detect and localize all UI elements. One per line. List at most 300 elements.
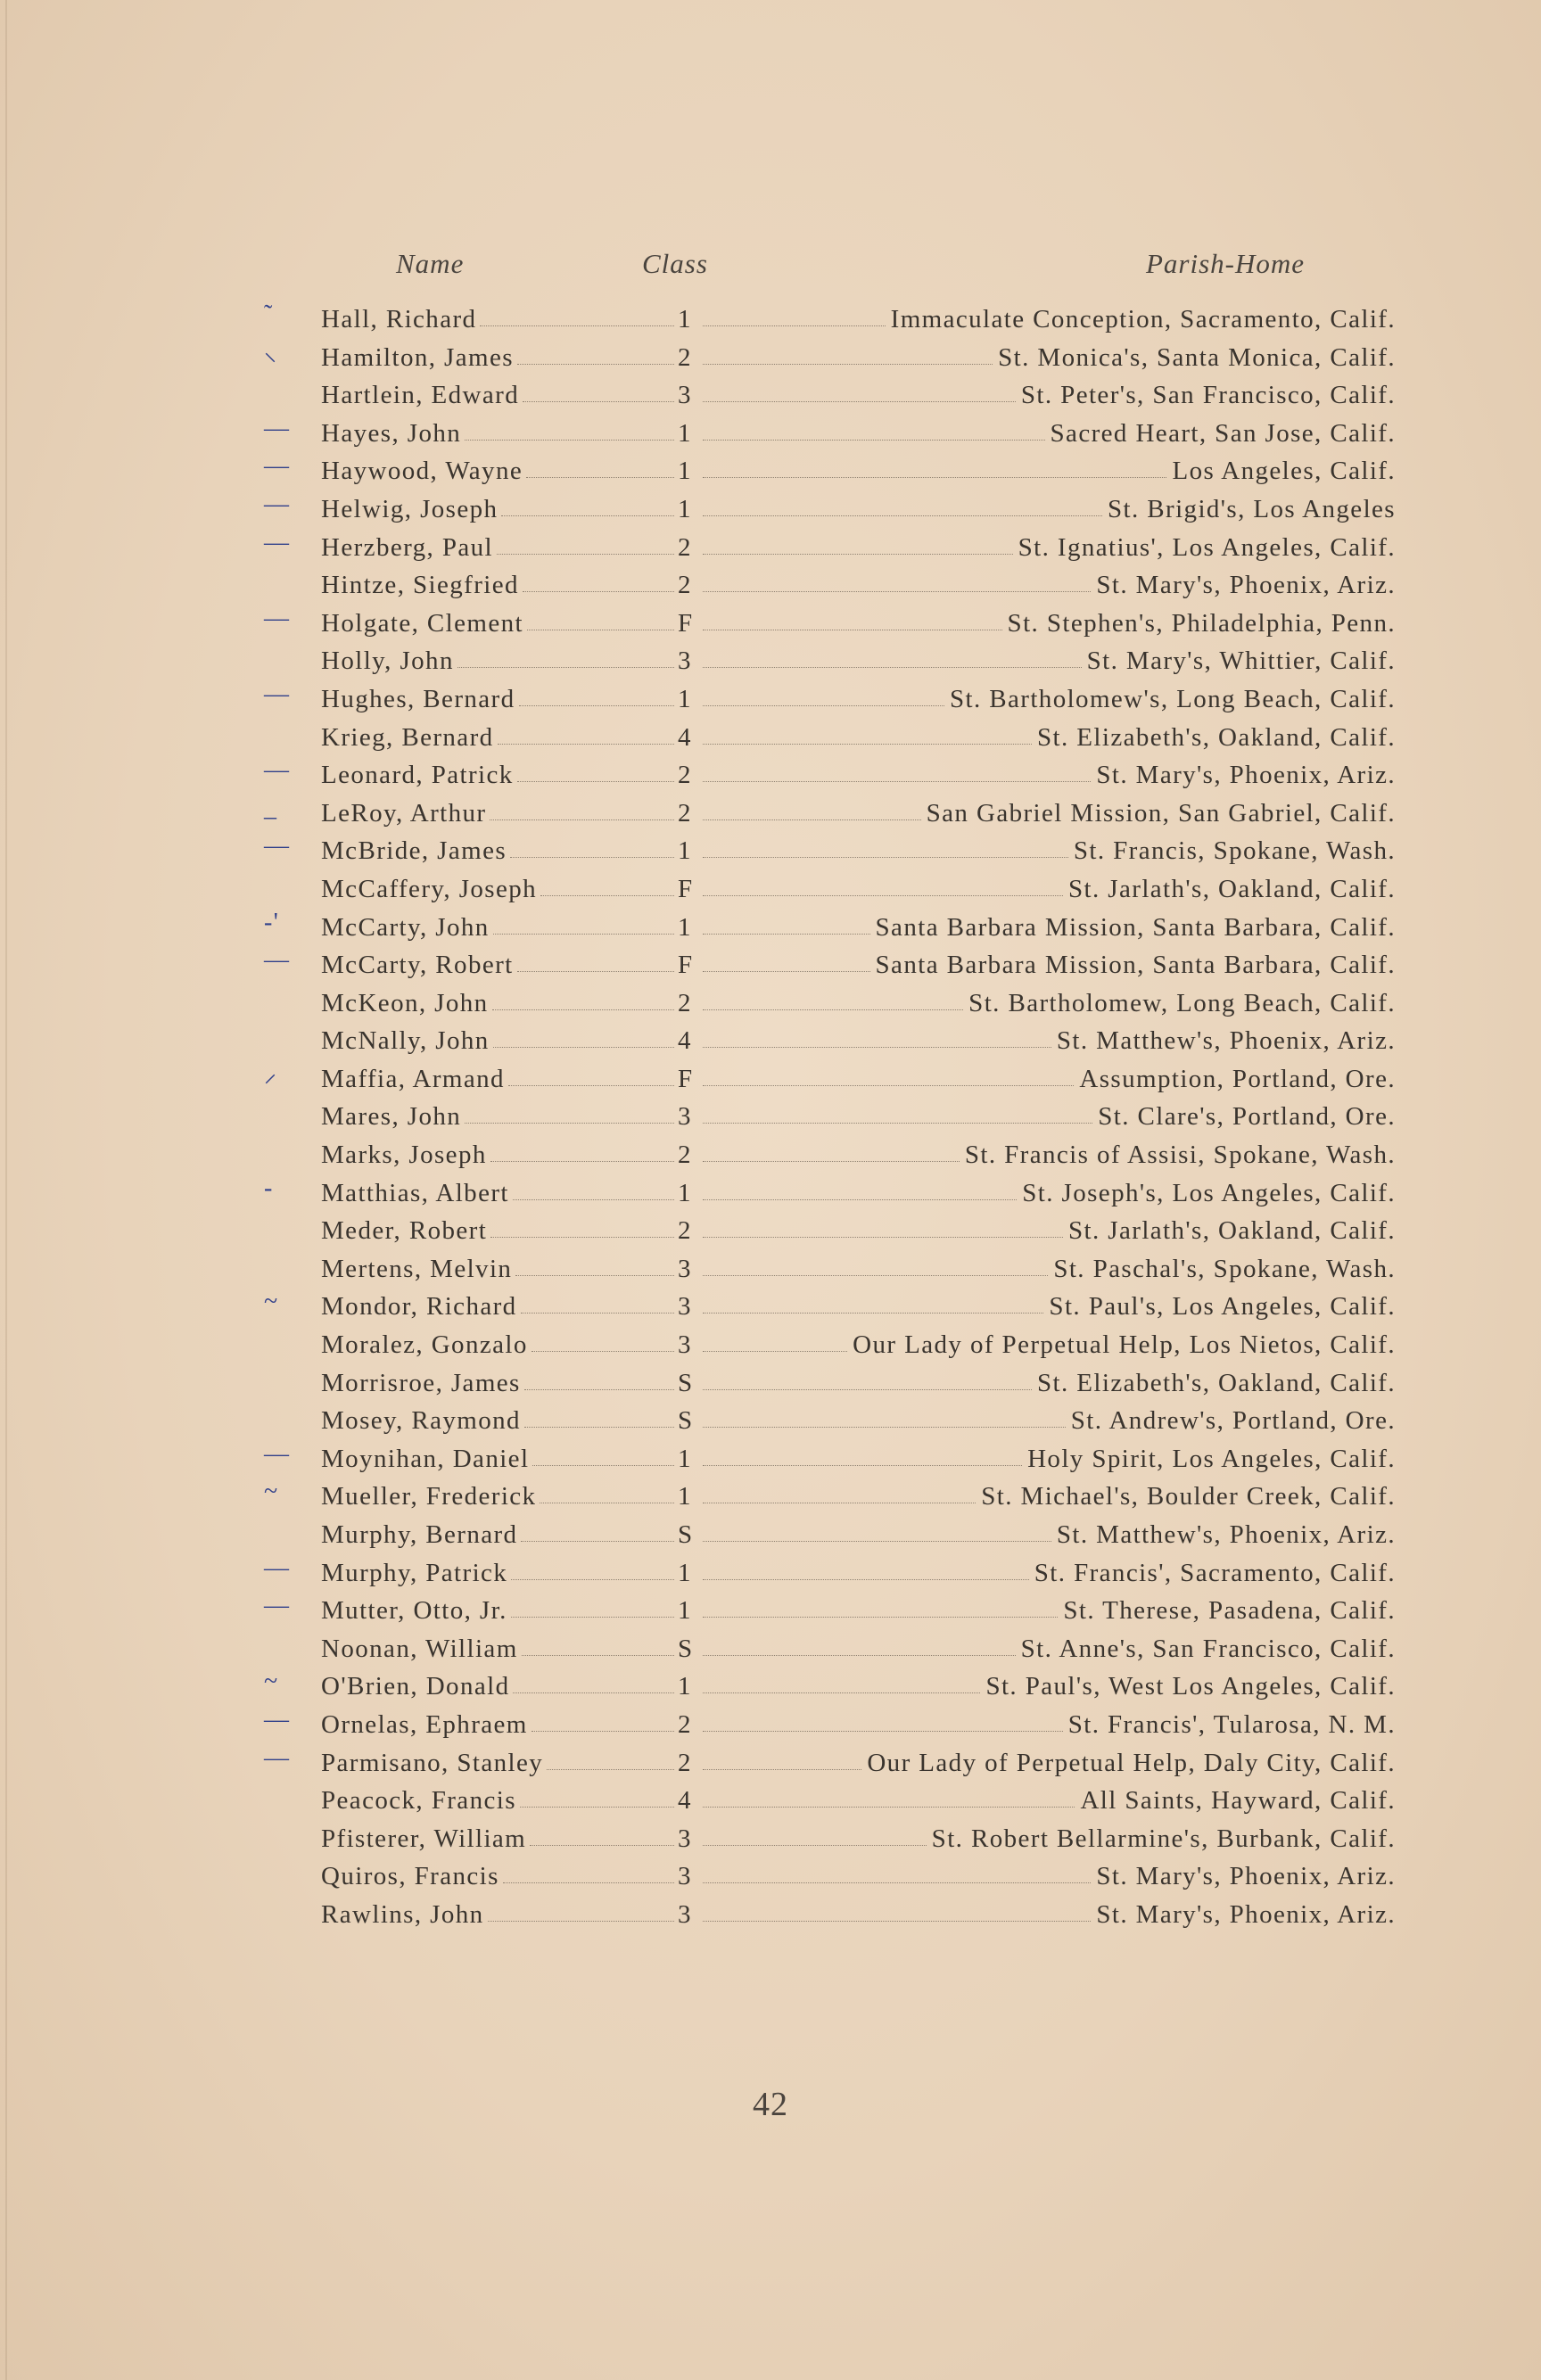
roster-row — [0, 1094, 1541, 1132]
roster-list — [0, 297, 1541, 1931]
parish-home: St. Therese, Pasadena, Calif. — [1063, 1596, 1396, 1626]
pen-check-mark: ⸝ — [264, 1059, 278, 1088]
dot-leader — [703, 1237, 1063, 1238]
parish-home: St. Francis of Assisi, Spokane, Wash. — [964, 1141, 1396, 1170]
roster-row — [0, 411, 1541, 449]
roster-entry — [321, 1664, 1396, 1701]
parish-home: St. Paul's, Los Angeles, Calif. — [1049, 1292, 1396, 1322]
dot-leader — [457, 667, 674, 668]
roster-entry — [321, 1474, 1396, 1511]
class-year: 3 — [678, 1102, 692, 1132]
parish-home: St. Mary's, Phoenix, Ariz. — [1096, 1899, 1396, 1929]
student-name: Hall, Richard — [321, 305, 477, 334]
roster-entry — [321, 1057, 1396, 1094]
class-year: 1 — [678, 1672, 692, 1701]
class-year: 2 — [678, 798, 692, 828]
class-year: 1 — [678, 457, 692, 486]
roster-row — [0, 1664, 1541, 1702]
pen-check-mark: — — [264, 490, 291, 518]
dot-leader — [511, 1617, 674, 1618]
roster-entry — [321, 1132, 1396, 1170]
student-name: Maffia, Armand — [321, 1064, 505, 1093]
dot-leader — [526, 477, 674, 478]
pen-check-mark: — — [264, 832, 291, 861]
roster-entry — [321, 1171, 1396, 1208]
dot-leader — [703, 325, 886, 326]
dot-leader — [547, 1769, 674, 1770]
roster-entry — [321, 1854, 1396, 1891]
class-year: S — [678, 1634, 694, 1663]
dot-leader — [493, 1047, 674, 1048]
class-year: 1 — [678, 1482, 692, 1511]
parish-home: St. Mary's, Whittier, Calif. — [1086, 646, 1396, 676]
dot-leader — [703, 477, 1166, 478]
student-name: McCaffery, Joseph — [321, 874, 538, 903]
class-year: 1 — [678, 305, 692, 334]
dot-leader — [465, 1123, 674, 1124]
student-name: Mares, John — [321, 1102, 462, 1132]
roster-row — [0, 373, 1541, 411]
roster-row — [0, 1854, 1541, 1892]
dot-leader — [703, 364, 993, 365]
class-year: 3 — [678, 646, 692, 676]
pen-check-mark: ~ — [264, 1478, 279, 1506]
dot-leader — [703, 1769, 861, 1770]
dot-leader — [703, 1275, 1048, 1276]
dot-leader — [513, 1199, 674, 1200]
pen-check-mark: _ — [264, 794, 278, 822]
roster-entry — [321, 1626, 1396, 1664]
class-year: 3 — [678, 1824, 692, 1853]
pen-check-mark: -' — [264, 908, 280, 936]
pen-check-mark: ~ — [264, 1668, 279, 1696]
roster-entry — [321, 1892, 1396, 1930]
roster-entry — [321, 828, 1396, 866]
class-year: 1 — [678, 1444, 692, 1473]
dot-leader — [490, 819, 674, 820]
dot-leader — [703, 1617, 1058, 1618]
dot-leader — [703, 1655, 1016, 1656]
student-name: Parmisano, Stanley — [321, 1748, 544, 1777]
dot-leader — [703, 554, 1013, 555]
dot-leader — [519, 705, 674, 706]
parish-home: St. Monica's, Santa Monica, Calif. — [998, 342, 1396, 372]
dot-leader — [521, 1541, 674, 1542]
dot-leader — [703, 1047, 1051, 1048]
dot-leader — [508, 1085, 674, 1086]
pen-check-mark: — — [264, 1705, 291, 1734]
class-year: 1 — [678, 1178, 692, 1207]
roster-row — [0, 905, 1541, 943]
dot-leader — [523, 401, 674, 402]
parish-home: San Gabriel Mission, San Gabriel, Calif. — [926, 798, 1396, 828]
roster-entry — [321, 1512, 1396, 1550]
dot-leader — [524, 1427, 674, 1428]
class-year: S — [678, 1406, 694, 1436]
dot-leader — [703, 781, 1091, 782]
class-year: 2 — [678, 988, 692, 1017]
dot-leader — [703, 857, 1068, 858]
dot-leader — [703, 1161, 960, 1162]
dot-leader — [540, 895, 674, 896]
roster-row — [0, 981, 1541, 1019]
class-year: 3 — [678, 1254, 692, 1283]
roster-row — [0, 1626, 1541, 1665]
class-year: 1 — [678, 494, 692, 523]
parish-home: St. Jarlath's, Oakland, Calif. — [1068, 1216, 1396, 1246]
header-class: Class — [642, 248, 708, 279]
class-year: 1 — [678, 912, 692, 942]
roster-entry — [321, 1284, 1396, 1322]
class-year: 3 — [678, 1292, 692, 1322]
pen-check-mark: ⸜ — [264, 338, 278, 366]
dot-leader — [513, 1692, 674, 1693]
dot-leader — [532, 1351, 674, 1352]
dot-leader — [703, 1541, 1051, 1542]
roster-row — [0, 1741, 1541, 1779]
dot-leader — [703, 440, 1045, 441]
parish-home: St. Mary's, Phoenix, Ariz. — [1096, 571, 1396, 600]
student-name: Quiros, Francis — [321, 1862, 499, 1891]
parish-home: Holy Spirit, Los Angeles, Calif. — [1027, 1444, 1396, 1473]
parish-home: Santa Barbara Mission, Santa Barbara, Calif. — [875, 912, 1396, 942]
header-parish-home: Parish-Home — [1146, 248, 1306, 279]
student-name: Meder, Robert — [321, 1216, 488, 1246]
class-year: 2 — [678, 532, 692, 562]
student-name: Krieg, Bernard — [321, 722, 494, 752]
parish-home: St. Bartholomew's, Long Beach, Calif. — [949, 684, 1396, 713]
roster-entry — [321, 677, 1396, 714]
roster-row — [0, 1702, 1541, 1741]
student-name: Noonan, William — [321, 1634, 518, 1663]
student-name: McKeon, John — [321, 988, 489, 1017]
pen-check-mark: — — [264, 528, 291, 556]
student-name: Pfisterer, William — [321, 1824, 527, 1853]
dot-leader — [497, 554, 674, 555]
parish-home: Our Lady of Perpetual Help, Los Nietos, Calif. — [853, 1330, 1396, 1360]
student-name: Peacock, Francis — [321, 1786, 516, 1816]
parish-home: St. Elizabeth's, Oakland, Calif. — [1037, 722, 1396, 752]
class-year: F — [678, 951, 694, 980]
roster-row — [0, 525, 1541, 564]
class-year: 3 — [678, 1862, 692, 1891]
dot-leader — [703, 1807, 1075, 1808]
roster-entry — [321, 1702, 1396, 1740]
dot-leader — [703, 1085, 1074, 1086]
dot-leader — [490, 1237, 674, 1238]
roster-row — [0, 867, 1541, 905]
student-name: Herzberg, Paul — [321, 532, 494, 562]
dot-leader — [521, 1313, 674, 1314]
class-year: 1 — [678, 1596, 692, 1626]
student-name: Leonard, Patrick — [321, 761, 514, 790]
dot-leader — [532, 1731, 674, 1732]
roster-entry — [321, 1398, 1396, 1436]
dot-leader — [703, 1921, 1091, 1922]
class-year: 2 — [678, 1748, 692, 1777]
class-year: F — [678, 874, 694, 903]
dot-leader — [703, 705, 944, 706]
dot-leader — [520, 1807, 674, 1808]
parish-home: St. Peter's, San Francisco, Calif. — [1020, 381, 1396, 410]
parish-home: Santa Barbara Mission, Santa Barbara, Calif. — [875, 951, 1396, 980]
roster-row — [0, 638, 1541, 677]
student-name: Mutter, Otto, Jr. — [321, 1596, 507, 1626]
dot-leader — [493, 934, 674, 935]
student-name: Rawlins, John — [321, 1899, 484, 1929]
roster-row — [0, 487, 1541, 525]
roster-entry — [321, 1094, 1396, 1132]
student-name: Hintze, Siegfried — [321, 571, 519, 600]
parish-home: St. Mary's, Phoenix, Ariz. — [1096, 761, 1396, 790]
student-name: Hughes, Bernard — [321, 684, 515, 713]
dot-leader — [703, 1427, 1066, 1428]
class-year: 2 — [678, 571, 692, 600]
dot-leader — [703, 1351, 847, 1352]
student-name: Hartlein, Edward — [321, 381, 520, 410]
roster-row — [0, 715, 1541, 754]
roster-entry — [321, 1361, 1396, 1398]
dot-leader — [501, 515, 674, 516]
roster-row — [0, 753, 1541, 791]
parish-home: St. Ignatius', Los Angeles, Calif. — [1018, 532, 1396, 562]
dot-leader — [703, 1313, 1043, 1314]
student-name: Hayes, John — [321, 418, 462, 448]
roster-entry — [321, 1208, 1396, 1246]
parish-home: St. Anne's, San Francisco, Calif. — [1020, 1634, 1396, 1663]
roster-entry — [321, 1322, 1396, 1360]
pen-check-mark: ~ — [264, 1288, 279, 1316]
roster-row — [0, 1398, 1541, 1437]
parish-home: St. Francis, Spokane, Wash. — [1073, 836, 1396, 866]
class-year: F — [678, 608, 694, 638]
pen-check-mark: — — [264, 452, 291, 481]
roster-row — [0, 1778, 1541, 1816]
student-name: Moralez, Gonzalo — [321, 1330, 528, 1360]
dot-leader — [524, 1389, 674, 1390]
roster-row — [0, 1208, 1541, 1247]
roster-entry — [321, 1778, 1396, 1816]
dot-leader — [703, 591, 1091, 592]
parish-home: Sacred Heart, San Jose, Calif. — [1050, 418, 1396, 448]
pen-check-mark: — — [264, 1743, 291, 1772]
parish-home: Immaculate Conception, Sacramento, Calif. — [890, 305, 1396, 334]
roster-entry — [321, 335, 1396, 373]
dot-leader — [703, 1845, 927, 1846]
class-year: 2 — [678, 1709, 692, 1739]
roster-row — [0, 1132, 1541, 1171]
dot-leader — [703, 1009, 963, 1010]
class-year: 2 — [678, 761, 692, 790]
roster-entry — [321, 1247, 1396, 1284]
dot-leader — [522, 1655, 674, 1656]
student-name: McCarty, John — [321, 912, 490, 942]
parish-home: St. Francis', Sacramento, Calif. — [1034, 1558, 1396, 1587]
roster-entry — [321, 981, 1396, 1018]
dot-leader — [703, 1465, 1022, 1466]
student-name: Holly, John — [321, 646, 454, 676]
dot-leader — [703, 1692, 980, 1693]
dot-leader — [703, 401, 1016, 402]
roster-entry — [321, 525, 1396, 563]
roster-entry — [321, 943, 1396, 980]
parish-home: St. Stephen's, Philadelphia, Penn. — [1007, 608, 1396, 638]
class-year: 1 — [678, 1558, 692, 1587]
roster-row — [0, 449, 1541, 487]
roster-row — [0, 1247, 1541, 1285]
pen-check-mark: — — [264, 756, 291, 785]
roster-entry — [321, 715, 1396, 753]
dot-leader — [703, 819, 921, 820]
roster-entry — [321, 449, 1396, 486]
roster-row — [0, 1171, 1541, 1209]
roster-entry — [321, 1551, 1396, 1588]
dot-leader — [703, 895, 1063, 896]
dot-leader — [517, 971, 674, 972]
parish-home: St. Michael's, Boulder Creek, Calif. — [981, 1482, 1396, 1511]
pen-check-mark: — — [264, 1439, 291, 1468]
student-name: Matthias, Albert — [321, 1178, 509, 1207]
parish-home: St. Jarlath's, Oakland, Calif. — [1068, 874, 1396, 903]
dot-leader — [703, 1731, 1063, 1732]
student-name: Hamilton, James — [321, 342, 514, 372]
parish-home: Our Lady of Perpetual Help, Daly City, Calif. — [867, 1748, 1396, 1777]
roster-row — [0, 297, 1541, 335]
dot-leader — [530, 1845, 674, 1846]
roster-entry — [321, 1588, 1396, 1626]
roster-row — [0, 943, 1541, 981]
pen-check-mark: — — [264, 414, 291, 442]
pen-check-mark: — — [264, 604, 291, 632]
parish-home: St. Mary's, Phoenix, Ariz. — [1096, 1862, 1396, 1891]
class-year: 1 — [678, 684, 692, 713]
dot-leader — [703, 1389, 1032, 1390]
roster-entry — [321, 563, 1396, 600]
dot-leader — [703, 515, 1102, 516]
parish-home: St. Paul's, West Los Angeles, Calif. — [985, 1672, 1396, 1701]
roster-row — [0, 1057, 1541, 1095]
class-year: F — [678, 1064, 694, 1093]
class-year: 2 — [678, 1216, 692, 1246]
class-year: 2 — [678, 1141, 692, 1170]
student-name: Mertens, Melvin — [321, 1254, 513, 1283]
class-year: 3 — [678, 1899, 692, 1929]
roster-entry — [321, 297, 1396, 334]
dot-leader — [703, 744, 1032, 745]
roster-row — [0, 1018, 1541, 1057]
dot-leader — [703, 1882, 1091, 1883]
roster-row — [0, 1437, 1541, 1475]
dot-leader — [498, 744, 674, 745]
dot-leader — [532, 1465, 674, 1466]
roster-row — [0, 828, 1541, 867]
student-name: Mueller, Frederick — [321, 1482, 537, 1511]
roster-row — [0, 563, 1541, 601]
parish-home: St. Bartholomew, Long Beach, Calif. — [968, 988, 1396, 1017]
parish-home: St. Matthew's, Phoenix, Ariz. — [1056, 1026, 1396, 1056]
student-name: Holgate, Clement — [321, 608, 523, 638]
parish-home: St. Elizabeth's, Oakland, Calif. — [1037, 1368, 1396, 1397]
class-year: S — [678, 1368, 694, 1397]
parish-home: St. Robert Bellarmine's, Burbank, Calif. — [931, 1824, 1396, 1853]
dot-leader — [703, 971, 870, 972]
parish-home: St. Joseph's, Los Angeles, Calif. — [1022, 1178, 1396, 1207]
student-name: Mondor, Richard — [321, 1292, 517, 1322]
pen-check-mark: - — [264, 1174, 274, 1202]
class-year: 4 — [678, 722, 692, 752]
roster-row — [0, 1512, 1541, 1551]
student-name: Haywood, Wayne — [321, 457, 523, 486]
roster-entry — [321, 1018, 1396, 1056]
roster-row — [0, 677, 1541, 715]
dot-leader — [492, 1009, 674, 1010]
roster-entry — [321, 411, 1396, 449]
pen-check-mark: — — [264, 1553, 291, 1582]
parish-home: St. Paschal's, Spokane, Wash. — [1053, 1254, 1396, 1283]
dot-leader — [488, 1921, 674, 1922]
roster-row — [0, 335, 1541, 374]
dot-leader — [465, 440, 674, 441]
roster-entry — [321, 1816, 1396, 1854]
roster-entry — [321, 487, 1396, 524]
student-name: Moynihan, Daniel — [321, 1444, 530, 1473]
student-name: Ornelas, Ephraem — [321, 1709, 528, 1739]
roster-row — [0, 601, 1541, 639]
student-name: Mosey, Raymond — [321, 1406, 521, 1436]
roster-row — [0, 791, 1541, 829]
roster-row — [0, 1892, 1541, 1931]
roster-entry — [321, 753, 1396, 790]
parish-home: St. Clare's, Portland, Ore. — [1098, 1102, 1396, 1132]
student-name: Helwig, Joseph — [321, 494, 499, 523]
column-header — [0, 248, 1541, 284]
dot-leader — [510, 857, 674, 858]
roster-row — [0, 1474, 1541, 1512]
pen-check-mark: — — [264, 946, 291, 975]
page-number: 42 — [753, 2086, 788, 2123]
dot-leader — [517, 364, 674, 365]
parish-home: St. Matthew's, Phoenix, Ariz. — [1056, 1520, 1396, 1549]
roster-row — [0, 1551, 1541, 1589]
class-year: S — [678, 1520, 694, 1549]
roster-entry — [321, 373, 1396, 410]
roster-entry — [321, 905, 1396, 943]
dot-leader — [703, 1579, 1029, 1580]
roster-entry — [321, 867, 1396, 904]
dot-leader — [703, 667, 1082, 668]
parish-home: St. Francis', Tularosa, N. M. — [1067, 1709, 1396, 1739]
roster-row — [0, 1588, 1541, 1626]
student-name: McNally, John — [321, 1026, 490, 1056]
dot-leader — [517, 781, 674, 782]
class-year: 3 — [678, 1330, 692, 1360]
roster-row — [0, 1361, 1541, 1399]
class-year: 4 — [678, 1026, 692, 1056]
dot-leader — [511, 1579, 674, 1580]
roster-row — [0, 1322, 1541, 1361]
roster-entry — [321, 1437, 1396, 1474]
class-year: 4 — [678, 1786, 692, 1816]
pen-check-mark: ˜ — [264, 301, 274, 328]
roster-entry — [321, 1741, 1396, 1778]
roster-row — [0, 1816, 1541, 1855]
roster-entry — [321, 791, 1396, 828]
dot-leader — [703, 934, 870, 935]
parish-home: Assumption, Portland, Ore. — [1079, 1064, 1396, 1093]
dot-leader — [480, 325, 674, 326]
dot-leader — [503, 1882, 674, 1883]
header-name: Name — [396, 248, 465, 279]
